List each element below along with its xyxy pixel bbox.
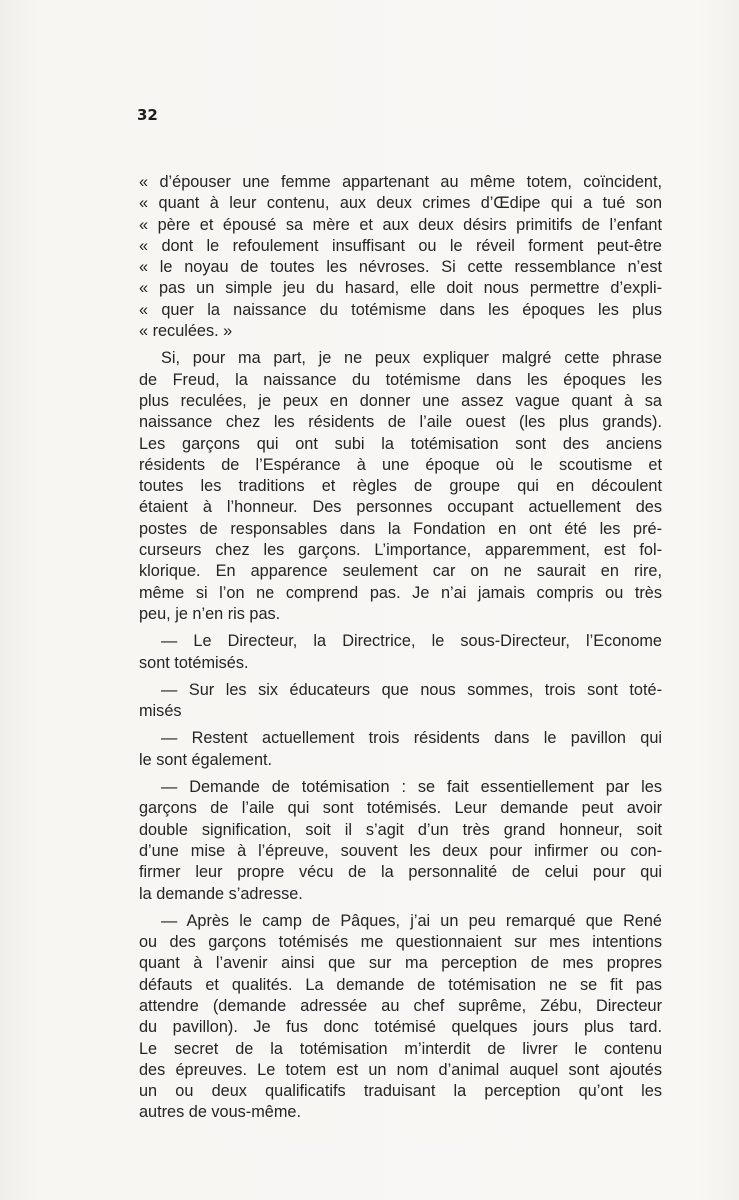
text-line: double signification, soit il s’agit d’un très grand honneur, soit xyxy=(139,820,662,839)
text-line: garçons de l’aile qui sont totémisés. Leur demande peut avoir xyxy=(139,799,662,818)
text-line: misés xyxy=(139,702,182,721)
text-line: défauts et qualités. La demande de totémisation ne se fit pas xyxy=(139,975,662,994)
text-line: sont totémisés. xyxy=(139,653,249,672)
text-line: un ou deux qualificatifs traduisant la perception qu’ont les xyxy=(139,1082,662,1101)
text-line: étaient à l’honneur. Des personnes occupant actuellement des xyxy=(139,498,662,517)
text-line: « pas un simple jeu du hasard, elle doit nous permettre d’expli- xyxy=(139,279,662,298)
text-line: firmer leur propre vécu de la personnalité de celui pour qui xyxy=(139,863,662,882)
text-line: même si l’on ne comprend pas. Je n’ai jamais compris ou très xyxy=(139,583,662,602)
text-line: klorique. En apparence seulement car on ne saurait en rire, xyxy=(139,562,662,581)
text-line: — Le Directeur, la Directrice, le sous-Directeur, l’Econome xyxy=(161,632,662,651)
text-line: de Freud, la naissance du totémisme dans les époques les xyxy=(139,370,662,389)
text-line: — Demande de totémisation : se fait essentiellement par les xyxy=(161,778,662,797)
page-number: 32 xyxy=(137,106,158,124)
body-text xyxy=(139,172,662,1130)
text-line: peu, je n’en ris pas. xyxy=(139,604,281,623)
text-line: Le secret de la totémisation m’interdit de livrer le contenu xyxy=(139,1039,662,1058)
text-line: « le noyau de toutes les névroses. Si cette ressemblance n’est xyxy=(139,258,662,277)
text-line: « quant à leur contenu, aux deux crimes d’Œdipe qui a tué son xyxy=(139,194,662,213)
paragraph xyxy=(139,911,662,1124)
text-line: plus reculées, je peux en donner une assez vague quant à sa xyxy=(139,391,662,410)
text-line: du pavillon). Je fus donc totémisé quelques jours plus tard. xyxy=(139,1018,662,1037)
text-line: attendre (demande adressée au chef suprême, Zébu, Directeur xyxy=(139,996,662,1015)
text-line: curseurs chez les garçons. L’importance, apparemment, est fol- xyxy=(139,541,662,560)
text-line: « reculées. » xyxy=(139,322,233,341)
text-line: postes de responsables dans la Fondation en ont été les pré- xyxy=(139,519,662,538)
text-line: « père et épousé sa mère et aux deux désirs primitifs de l’enfant xyxy=(139,215,662,234)
paragraph xyxy=(139,728,662,771)
text-line: des épreuves. Le totem est un nom d’animal auquel sont ajoutés xyxy=(139,1060,662,1079)
text-line: la demande s’adresse. xyxy=(139,884,303,903)
text-line: naissance chez les résidents de l’aile ouest (les plus grands). xyxy=(139,413,662,432)
text-line: « quer la naissance du totémisme dans les époques les plus xyxy=(139,300,662,319)
paragraph xyxy=(139,172,662,342)
text-line: ou des garçons totémisés me questionnaient sur mes intentions xyxy=(139,933,662,952)
paragraph xyxy=(139,777,662,905)
text-line: — Après le camp de Pâques, j’ai un peu remarqué que René xyxy=(161,911,662,930)
paragraph xyxy=(139,680,662,723)
text-line: le sont également. xyxy=(139,750,273,769)
text-line: Les garçons qui ont subi la totémisation sont des anciens xyxy=(139,434,662,453)
text-line: — Sur les six éducateurs que nous sommes, trois sont toté- xyxy=(161,680,662,699)
text-line: Si, pour ma part, je ne peux expliquer malgré cette phrase xyxy=(161,349,662,368)
text-line: d’une mise à l’épreuve, souvent les deux pour infirmer ou con- xyxy=(139,841,662,860)
text-line: « dont le refoulement insuffisant ou le réveil forment peut-être xyxy=(139,236,662,255)
text-line: résidents de l’Espérance à une époque où le scoutisme et xyxy=(139,455,662,474)
text-line: « d’épouser une femme appartenant au même totem, coïncident, xyxy=(139,173,662,191)
text-line: quant à l’avenir ainsi que sur ma perception de mes propres xyxy=(139,954,662,973)
text-line: autres de vous-même. xyxy=(139,1103,301,1122)
paragraph xyxy=(139,348,662,625)
text-line: — Restent actuellement trois résidents dans le pavillon qui xyxy=(161,729,662,748)
paragraph xyxy=(139,631,662,674)
text-line: toutes les traditions et règles de groupe qui en découlent xyxy=(139,477,662,496)
